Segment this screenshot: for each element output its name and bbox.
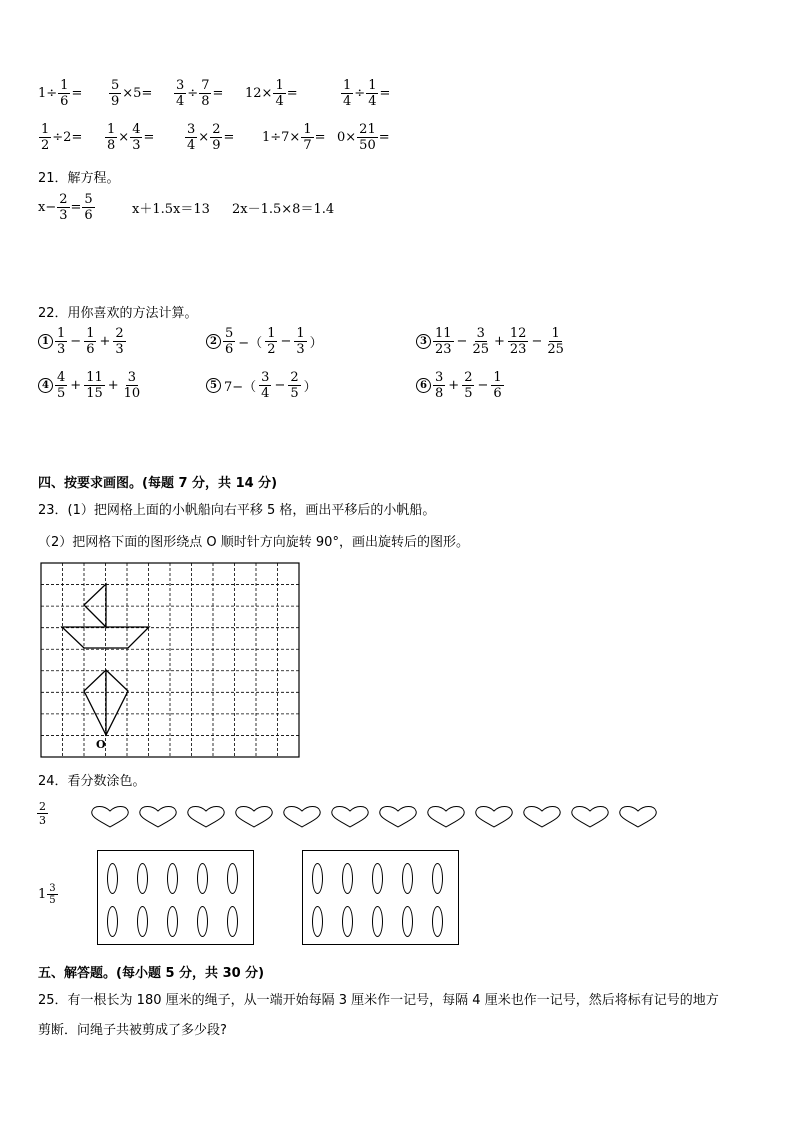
fraction: $\frac{4}{5}$	[57, 370, 66, 401]
calc-item: $\frac{3}{4}$ × $\frac{2}{9}$ =	[187, 122, 235, 153]
fraction: $\frac{3}{10}$	[123, 370, 141, 401]
calc-row-1	[38, 78, 390, 109]
ellipse-shape[interactable]	[137, 906, 148, 937]
fraction: $\frac{1}{4}$	[275, 78, 284, 109]
operator: +	[107, 378, 119, 393]
operator: ）	[309, 336, 323, 351]
fraction: $\frac{1}{7}$	[303, 122, 312, 153]
ellipse-shape[interactable]	[107, 906, 118, 937]
fraction: $\frac{2}{3}$	[115, 326, 124, 357]
operator: −	[274, 378, 286, 393]
ellipse-shape[interactable]	[312, 863, 323, 894]
fraction: $\frac{1}{3}$	[296, 326, 305, 357]
fraction: $\frac{21}{50}$	[359, 122, 376, 153]
heart-shape[interactable]	[140, 807, 177, 828]
fraction: $\frac{1}{25}$	[547, 326, 564, 357]
fraction: $\frac{7}{8}$	[201, 78, 210, 109]
q22-problem-5	[206, 370, 319, 401]
q22-problem-6	[416, 370, 505, 401]
operator: −	[280, 334, 292, 349]
fraction: $\frac{1}{2}$	[41, 122, 50, 153]
q22-problems	[38, 326, 758, 416]
fraction: $\frac{5}{9}$	[111, 78, 120, 109]
fraction: $\frac{2}{3}$	[59, 192, 68, 223]
q23-part2: （2）把网格下面的图形绕点 O 顺时针方向旋转 90°，画出旋转后的图形。	[38, 535, 469, 550]
fraction: $\frac{11}{15}$	[86, 370, 103, 401]
q21-equations	[38, 192, 334, 223]
problem-number: 2	[206, 334, 221, 349]
q22-title: 22．用你喜欢的方法计算。	[38, 306, 198, 321]
q25-line1: 25．有一根长为 180 厘米的绳子，从一端开始每隔 3 厘米作一记号，每隔 4 厘米也作一记号，然后将标有记号的地方	[38, 993, 719, 1008]
heart-shape[interactable]	[524, 807, 561, 828]
ellipse-shape[interactable]	[227, 906, 238, 937]
section-5-title: 五、解答题。(每小题 5 分，共 30 分)	[38, 966, 265, 981]
fraction: $\frac{3}{5}$	[49, 883, 56, 906]
fraction: $\frac{2}{9}$	[212, 122, 221, 153]
fraction: $\frac{1}{6}$	[493, 370, 502, 401]
ellipse-shape[interactable]	[402, 863, 413, 894]
fraction: $\frac{1}{4}$	[343, 78, 352, 109]
mixed-number: 1 $\frac{3}{5}$	[38, 883, 56, 906]
operator: +	[99, 334, 111, 349]
kite-figure	[84, 670, 128, 735]
problem-number: 1	[38, 334, 53, 349]
fraction: $\frac{1}{4}$	[368, 78, 377, 109]
calc-item: $\frac{5}{9}$ ×5=	[111, 78, 153, 109]
fraction: $\frac{2}{5}$	[290, 370, 299, 401]
operator: ）	[303, 380, 317, 395]
fraction-two-thirds: $\frac{2}{3}$	[39, 800, 46, 827]
q23-part1: 23．(1）把网格上面的小帆船向右平移 5 格，画出平移后的小帆船。	[38, 503, 436, 518]
q25-line2: 剪断．问绳子共被剪成了多少段?	[38, 1023, 227, 1038]
operator: −	[456, 334, 468, 349]
fraction: $\frac{4}{3}$	[132, 122, 141, 153]
fraction: $\frac{1}{6}$	[60, 78, 69, 109]
heart-shape[interactable]	[92, 807, 129, 828]
ellipse-shape[interactable]	[197, 863, 208, 894]
operator: +	[494, 334, 505, 349]
ellipse-shape[interactable]	[402, 906, 413, 937]
operator: −	[477, 378, 489, 393]
calc-item: 12× $\frac{1}{4}$ =	[245, 78, 298, 109]
section-4-title: 四、按要求画图。(每题 7 分，共 14 分)	[38, 476, 278, 491]
fraction: $\frac{3}{8}$	[435, 370, 444, 401]
sail	[84, 584, 106, 627]
problem-number: 4	[38, 378, 53, 393]
hearts-row	[88, 804, 668, 830]
operator: −（	[238, 336, 263, 351]
fraction: $\frac{11}{23}$	[435, 326, 452, 357]
calc-item: 1÷7× $\frac{1}{7}$ =	[262, 122, 326, 153]
q21-title: 21．解方程。	[38, 171, 120, 186]
calc-item: $\frac{1}{8}$ × $\frac{4}{3}$ =	[107, 122, 155, 153]
fraction: $\frac{3}{4}$	[261, 370, 270, 401]
operator: −	[70, 334, 82, 349]
calc-item: 0× $\frac{21}{50}$ =	[337, 122, 390, 153]
fraction: $\frac{3}{4}$	[187, 122, 196, 153]
q24-title: 24．看分数涂色。	[38, 774, 146, 789]
point-o-label: O	[96, 738, 106, 751]
heart-shape[interactable]	[380, 807, 417, 828]
ellipse-shape[interactable]	[107, 863, 118, 894]
calc-item: $\frac{1}{4}$ ÷ $\frac{1}{4}$ =	[343, 78, 391, 109]
operator: +	[448, 378, 460, 393]
calc-text: 1÷	[38, 86, 58, 101]
heart-shape[interactable]	[332, 807, 369, 828]
operator: +	[70, 378, 82, 393]
q22-problem-1	[38, 326, 127, 357]
calc-item: $\frac{1}{2}$ ÷2=	[41, 122, 83, 153]
heart-shape[interactable]	[236, 807, 273, 828]
operator: 7−（	[224, 380, 257, 395]
ellipse-shape[interactable]	[137, 863, 148, 894]
problem-number: 6	[416, 378, 431, 393]
drawing-grid	[40, 562, 304, 758]
ellipse-shape[interactable]	[372, 863, 383, 894]
heart-shape[interactable]	[620, 807, 657, 828]
ellipse-shape[interactable]	[197, 906, 208, 937]
problem-number: 3	[416, 334, 431, 349]
equation-3: 2x－1.5×8＝1.4	[232, 202, 335, 217]
equation-1: x− $\frac{2}{3}$ = $\frac{5}{6}$	[38, 192, 93, 223]
operator: −	[531, 334, 543, 349]
ellipse-box-2	[302, 850, 459, 945]
ellipse-shape[interactable]	[372, 906, 383, 937]
fraction: $\frac{3}{4}$	[176, 78, 185, 109]
q22-problem-4	[38, 370, 143, 401]
equation-2: x＋1.5x＝13	[132, 202, 210, 217]
ellipse-shape[interactable]	[167, 906, 178, 937]
q22-problem-3	[416, 326, 567, 357]
fraction: $\frac{1}{3}$	[57, 326, 66, 357]
fraction: $\frac{2}{5}$	[464, 370, 473, 401]
fraction: $\frac{1}{2}$	[267, 326, 276, 357]
fraction: $\frac{5}{6}$	[225, 326, 234, 357]
ellipse-shape[interactable]	[342, 906, 353, 937]
fraction: $\frac{1}{8}$	[107, 122, 116, 153]
ellipse-shape[interactable]	[227, 863, 238, 894]
ellipse-box-1	[97, 850, 254, 945]
heart-shape[interactable]	[428, 807, 465, 828]
q22-problem-2	[206, 326, 325, 357]
ellipse-shape[interactable]	[167, 863, 178, 894]
fraction: $\frac{1}{6}$	[86, 326, 95, 357]
heart-shape[interactable]	[188, 807, 225, 828]
heart-shape[interactable]	[572, 807, 609, 828]
heart-shape[interactable]	[476, 807, 513, 828]
fraction: $\frac{5}{6}$	[84, 192, 93, 223]
calc-row-2	[38, 122, 390, 153]
fraction: $\frac{12}{23}$	[509, 326, 527, 357]
calc-item: $\frac{3}{4}$ ÷ $\frac{7}{8}$ =	[176, 78, 224, 109]
calc-item: 1÷ $\frac{1}{6}$ =	[38, 78, 83, 109]
fraction: $\frac{3}{25}$	[472, 326, 489, 357]
problem-number: 5	[206, 378, 221, 393]
ellipse-shape[interactable]	[432, 863, 443, 894]
heart-shape[interactable]	[284, 807, 321, 828]
ellipse-shape[interactable]	[312, 906, 323, 937]
ellipse-shape[interactable]	[432, 906, 443, 937]
ellipse-shape[interactable]	[342, 863, 353, 894]
